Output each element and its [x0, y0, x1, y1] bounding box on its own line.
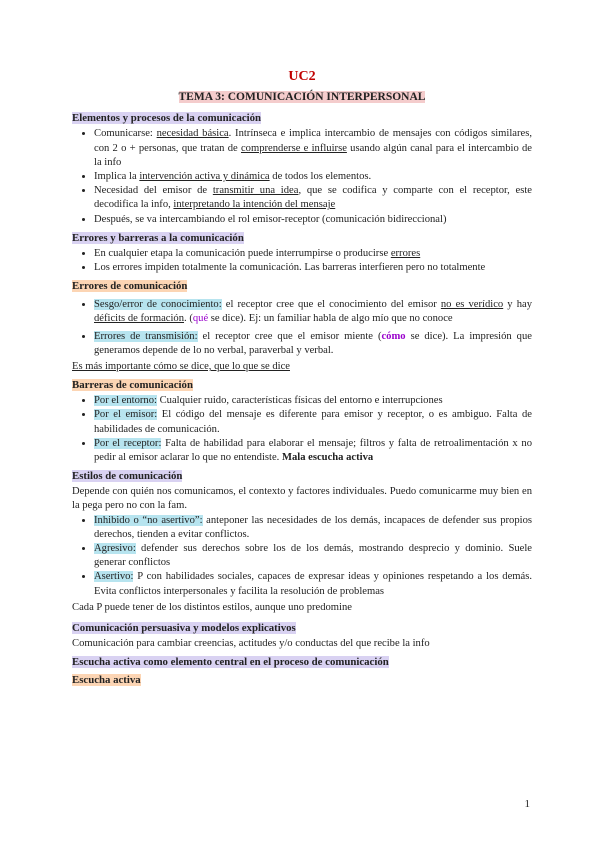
list-item: • Inhibido o “no asertivo”: anteponer las necesidades de los demás, incapaces de defender sus propios derechos, tienden a evitar conflictos. — [94, 514, 532, 542]
document-page — [72, 70, 532, 689]
section-heading-escucha-activa: Escucha activa — [72, 674, 141, 687]
list-item: • Sesgo/error de conocimiento: el receptor cree que el conocimiento del emisor no es verídico y hay déficits de formación. (qué se dice). Ej: un familiar habla de algo mío que no conoce — [94, 298, 532, 326]
note-text: Es más importante cómo se dice, que lo que se dice — [72, 361, 290, 373]
section-heading-estilos: Estilos de comunicación — [72, 470, 183, 483]
list-item: • Implica la intervención activa y dinámica de todos los elementos. — [94, 170, 532, 184]
section-heading-elementos: Elementos y procesos de la comunicación — [72, 112, 262, 125]
section-heading-escucha-central: Escucha activa como elemento central en el proceso de comunicación — [72, 656, 389, 669]
list-item: • Necesidad del emisor de transmitir una idea, que se codifica y comparte con el receptor, este decodifica la info, interpretando la intención del mensaje — [94, 184, 532, 212]
paragraph: Comunicación para cambiar creencias, actitudes y/o conductas del que recibe la info — [72, 638, 430, 650]
bullet-list — [72, 247, 532, 275]
page-number: 1 — [524, 798, 530, 810]
paragraph: Depende con quién nos comunicamos, el contexto y factores individuales. Puedo comunicarme muy bien en la pega pero no con la fam. — [72, 486, 532, 512]
bullet-list — [72, 127, 532, 226]
list-item: • Asertivo: P con habilidades sociales, capaces de expresar ideas y opiniones respetando a los demás. Evita conflictos interpersonales y facilita la resolución de problemas — [94, 570, 532, 598]
list-item: • En cualquier etapa la comunicación puede interrumpirse o producirse errores — [94, 247, 532, 261]
list-item: • Los errores impiden totalmente la comunicación. Las barreras interfieren pero no totalmente — [94, 261, 532, 275]
topic-title: TEMA 3: COMUNICACIÓN INTERPERSONAL — [178, 91, 426, 104]
bullet-list — [72, 514, 532, 599]
bullet-list — [72, 298, 532, 358]
list-item: • Agresivo: defender sus derechos sobre los de los demás, mostrando desprecio y dominio. Suele generar conflictos — [94, 542, 532, 570]
list-item: • Después, se va intercambiando el rol emisor-receptor (comunicación bidireccional) — [94, 213, 532, 227]
list-item: • Por el entorno: Cualquier ruido, características físicas del entorno e interrupciones — [94, 394, 532, 408]
paragraph: Cada P puede tener de los distintos estilos, aunque uno predomine — [72, 601, 352, 613]
unit-title: UC2 — [288, 69, 316, 84]
list-item: • Comunicarse: necesidad básica. Intrínseca e implica intercambio de mensajes con códigos similares, con 2 o + personas, que tratan de comprenderse e influirse usando algún canal para el intercambio de la info — [94, 127, 532, 170]
section-heading-persuasiva: Comunicación persuasiva y modelos explicativos — [72, 622, 296, 635]
section-heading-barreras: Barreras de comunicación — [72, 379, 193, 392]
list-item: • Por el receptor: Falta de habilidad para elaborar el mensaje; filtros y falta de retroalimentación x no pedir al emisor aclarar lo que no entendiste. Mala escucha activa — [94, 437, 532, 465]
list-item: • Por el emisor: El código del mensaje es diferente para emisor y receptor, o es ambiguo. Falta de habilidades de comunicación. — [94, 408, 532, 436]
section-heading-errores-barreras: Errores y barreras a la comunicación — [72, 231, 244, 244]
bullet-list — [72, 394, 532, 465]
section-heading-errores: Errores de comunicación — [72, 280, 188, 293]
list-item: • Errores de transmisión: el receptor cree que el emisor miente (cómo se dice). La impresión que generamos depende de lo no verbal, paraverbal y verbal. — [94, 330, 532, 358]
